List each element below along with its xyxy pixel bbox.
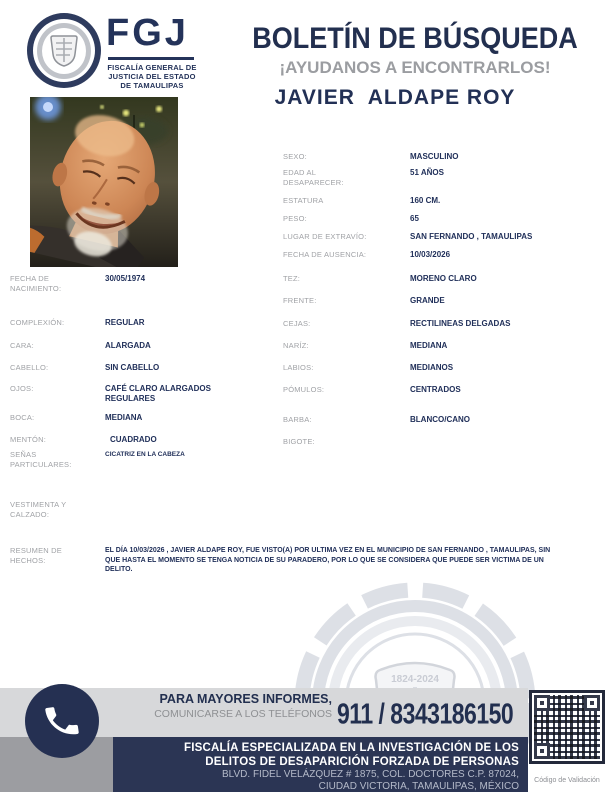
field-label: ESTATURA <box>283 196 324 205</box>
field-label: LABIOS: <box>283 363 314 372</box>
bulletin-subtitle: ¡AYUDANOS A ENCONTRARLOS! <box>279 58 551 77</box>
org-line-2: JUSTICIA DEL ESTADO <box>108 72 196 81</box>
field-value: MORENO CLARO <box>410 274 477 283</box>
field-value: CAFÉ CLARO ALARGADOS REGULARES <box>105 384 211 403</box>
address-line1: BLVD. FIDEL VELÁZQUEZ # 1875, COL. DOCTORES C.P. 87024, <box>222 769 519 780</box>
field-value: SIN CABELLO <box>105 363 160 372</box>
org-line-3: DE TAMAULIPAS <box>120 81 184 90</box>
field-value: MEDIANOS <box>410 363 454 372</box>
qr-modules <box>534 695 600 759</box>
field-value: 30/05/1974 <box>105 274 146 283</box>
contact-info-line2: COMUNICARSE A LOS TELÉFONOS <box>154 708 332 720</box>
field-label: EDAD AL DESAPARECER: <box>283 168 344 187</box>
field-label: RESUMEN DE HECHOS: <box>10 546 63 565</box>
field-label: MENTÓN: <box>10 435 46 444</box>
field-label: PÓMULOS: <box>283 385 325 394</box>
field-value: CENTRADOS <box>410 385 461 394</box>
field-label: CEJAS: <box>283 319 311 328</box>
field-value: 160 CM. <box>410 196 441 205</box>
qr-finder-bottom-left <box>534 743 550 759</box>
field-label: BOCA: <box>10 413 35 422</box>
field-label: FRENTE: <box>283 296 317 305</box>
tamaulipas-shield-icon <box>50 34 78 68</box>
field-value: GRANDE <box>410 296 445 305</box>
phone-icon-badge <box>25 684 99 758</box>
qr-finder-top-right <box>584 695 600 711</box>
field-value: CUADRADO <box>110 435 157 444</box>
field-value: MASCULINO <box>410 152 459 161</box>
bulletin-title: BOLETÍN DE BÚSQUEDA <box>252 22 578 55</box>
footer-navy-bar <box>113 737 528 792</box>
field-value: BLANCO/CANO <box>410 415 470 424</box>
field-label: BIGOTE: <box>283 437 315 446</box>
fgj-acronym: FGJ <box>106 12 189 54</box>
field-value: 65 <box>410 214 419 223</box>
watermark-years: 1824-2024 <box>391 674 439 685</box>
field-label: BARBA: <box>283 415 312 424</box>
fgj-seal-inner-ring <box>37 23 91 79</box>
fiscalia-especializada-line1: FISCALÍA ESPECIALIZADA EN LA INVESTIGACIÓN DE LOS <box>183 742 519 754</box>
field-label: FECHA DE NACIMIENTO: <box>10 274 62 293</box>
phone-handset-icon <box>39 698 84 743</box>
validation-qr-code <box>529 690 605 764</box>
field-value: REGULAR <box>105 318 145 327</box>
field-label: SEXO: <box>283 152 307 161</box>
fgj-underline <box>108 57 194 60</box>
contact-info-lines <box>120 692 332 720</box>
field-label: LUGAR DE EXTRAVÍO: <box>283 232 367 241</box>
fgj-seal-logo <box>27 13 101 88</box>
qr-caption: Código de Validación <box>534 777 600 784</box>
missing-person-photo <box>30 97 178 267</box>
missing-person-name: JAVIER ALDAPE ROY <box>274 86 516 109</box>
bulletin-title-block <box>232 22 598 78</box>
field-label: SEÑAS PARTICULARES: <box>10 450 72 469</box>
field-value: MEDIANA <box>105 413 143 422</box>
field-label: CABELLO: <box>10 363 49 372</box>
field-value: SAN FERNANDO , TAMAULIPAS <box>410 232 533 241</box>
org-line-1: FISCALÍA GENERAL DE <box>107 63 197 72</box>
emergency-phone-numbers: 911 / 8343186150 <box>337 697 514 730</box>
summary-text: EL DÍA 10/03/2026 , JAVIER ALDAPE ROY, FUE VISTO(A) POR ULTIMA VEZ EN EL MUNICIPIO DE SAN FERNANDO , TAMAULIPAS, SIN QUE HASTA EL MOMENTO SE TENGA NOTICIA DE SU PARADERO, POR LO QUE SE CONSIDERA QUE PUEDE SER VICTIMA DE UN DELITO. <box>105 547 551 573</box>
field-label: FECHA DE AUSENCIA: <box>283 250 367 259</box>
field-value: ALARGADA <box>105 341 151 350</box>
field-value: MEDIANA <box>410 341 448 350</box>
field-label: COMPLEXIÓN: <box>10 318 65 327</box>
contact-info-line1: PARA MAYORES INFORMES, <box>159 692 332 706</box>
address-line2: CIUDAD VICTORIA, TAMAULIPAS, MÉXICO <box>318 780 519 792</box>
field-label: OJOS: <box>10 384 34 393</box>
field-value: CICATRIZ EN LA CABEZA <box>105 451 185 458</box>
field-label: TEZ: <box>283 274 301 283</box>
field-value: 10/03/2026 <box>410 250 451 259</box>
field-label: VESTIMENTA Y CALZADO: <box>10 500 67 519</box>
field-label: CARA: <box>10 341 34 350</box>
field-label: PESO: <box>283 214 307 223</box>
field-label: NARÍZ: <box>283 341 309 350</box>
qr-finder-top-left <box>534 695 550 711</box>
field-value: RECTILINEAS DELGADAS <box>410 319 511 328</box>
field-value: 51 AÑOS <box>410 168 444 177</box>
fiscalia-especializada-line2: DELITOS DE DESAPARICIÓN FORZADA DE PERSONAS <box>205 755 519 768</box>
